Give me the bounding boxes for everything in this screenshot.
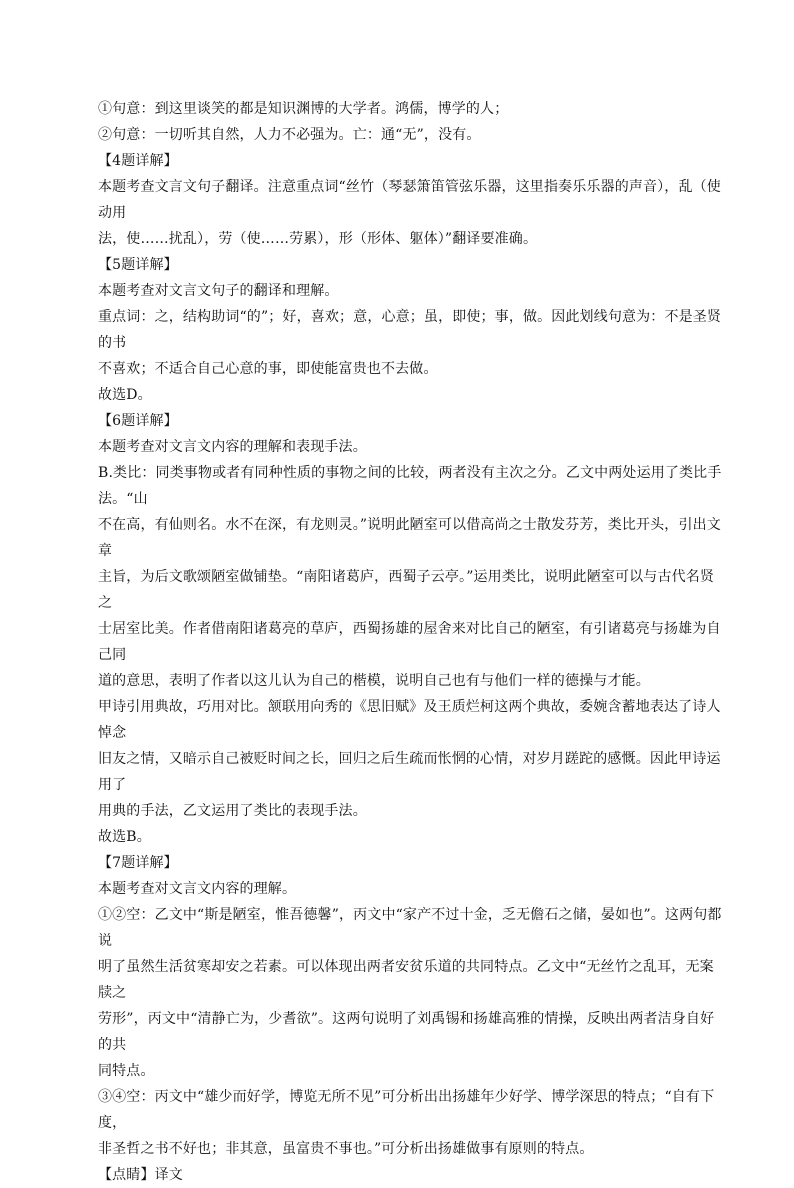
text-line: 本题考查对文言文内容的理解。 [98, 881, 297, 897]
text-line: ①②空：乙文中“斯是陋室，惟吾德馨”，丙文中“家产不过十金，乏无儋石之储，晏如也”。这两句都说 [98, 907, 722, 949]
text-line: 甲诗引用典故，巧用对比。颔联用向秀的《思旧赋》及王质烂柯这两个典故，委婉含蓄地表达了诗人悼念 [98, 699, 721, 741]
text-line: 明了虽然生活贫寒却安之若素。可以体现出两者安贫乐道的共同特点。乙文中“无丝竹之乱耳，无案牍之 [98, 959, 714, 1001]
section-heading-4: 【4题详解】 [98, 153, 178, 169]
text-line: 同特点。 [98, 1063, 155, 1079]
text-line: ①句意：到这里谈笑的都是知识渊博的大学者。鸿儒，博学的人； [98, 101, 509, 117]
text-line: 旧友之情，又暗示自己被贬时间之长，回归之后生疏而怅惘的心情，对岁月蹉跎的感慨。因此甲诗运用了 [98, 751, 721, 793]
text-line: ②句意：一切听其自然，人力不必强为。亡：通“无”，没有。 [98, 127, 481, 143]
text-line: 法，使……扰乱），劳（使……劳累），形（形体、躯体）”翻译要准确。 [98, 231, 538, 247]
text-line: 本题考查对文言文内容的理解和表现手法。 [98, 439, 367, 455]
text-line: 不喜欢；不适合自己心意的事，即使能富贵也不去做。 [98, 361, 438, 377]
text-line: 重点词：之，结构助词“的”；好，喜欢；意，心意；虽，即使；事，做。因此划线句意为：不是圣贤的书 [98, 309, 722, 351]
text-line: 劳形”，丙文中“清静亡为，少耆欲”。这两句说明了刘禹锡和扬雄高雅的情操，反映出两者洁身自好的共 [98, 1011, 715, 1053]
text-line: 主旨，为后文歌颂陋室做铺垫。“南阳诸葛庐，西蜀子云亭。”运用类比，说明此陋室可以与古代名贤之 [98, 569, 715, 611]
text-line: 用典的手法，乙文运用了类比的表现手法。 [98, 803, 367, 819]
text-line: 不在高，有仙则名。水不在深，有龙则灵。”说明此陋室可以借高尚之士散发芬芳，类比开头，引出文章 [98, 517, 721, 559]
section-heading-6: 【6题详解】 [98, 413, 178, 429]
section-heading-5: 【5题详解】 [98, 257, 178, 273]
section-heading-notes: 【点睛】译文 [98, 1167, 183, 1183]
text-line: ③④空：丙文中“雄少而好学，博览无所不见”可分析出出扬雄年少好学、博学深思的特点；“自有下度， [98, 1089, 715, 1131]
text-line: 士居室比美。作者借南阳诸葛亮的草庐，西蜀扬雄的屋舍来对比自己的陋室，有引诸葛亮与扬雄为自己同 [98, 621, 721, 663]
text-line: B.类比：同类事物或者有同种性质的事物之间的比较，两者没有主次之分。乙文中两处运用了类比手法。“山 [98, 465, 722, 507]
text-line: 道的意思，表明了作者以这儿认为自己的楷模，说明自己也有与他们一样的德操与才能。 [98, 673, 650, 689]
text-line: 非圣哲之书不好也；非其意，虽富贵不事也。”可分析出扬雄做事有原则的特点。 [98, 1141, 594, 1157]
text-line: 本题考查对文言文句子的翻译和理解。 [98, 283, 339, 299]
text-line: 本题考查文言文句子翻译。注意重点词“丝竹（琴瑟箫笛管弦乐器，这里指奏乐乐器的声音），乱（使动用 [98, 179, 721, 221]
section-heading-7: 【7题详解】 [98, 855, 178, 871]
answer-line: 故选D。 [98, 387, 152, 403]
document-body [98, 96, 726, 1188]
answer-line: 故选B。 [98, 829, 151, 845]
